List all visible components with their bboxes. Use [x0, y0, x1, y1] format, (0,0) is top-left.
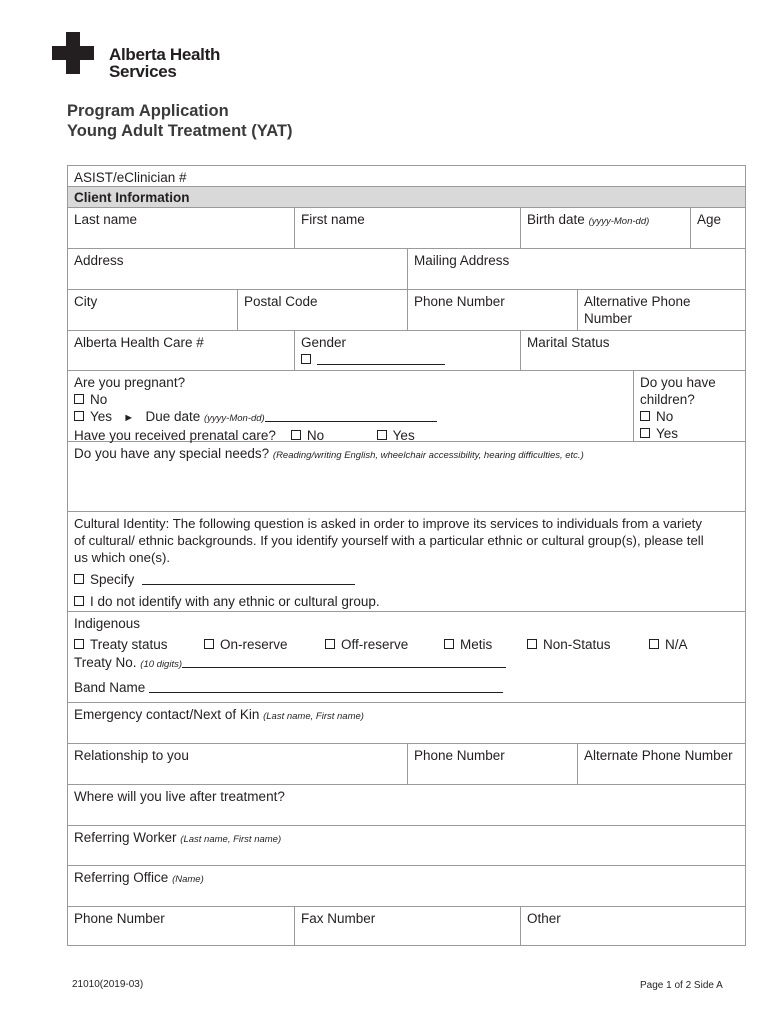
emergency-phone-field[interactable]: [407, 744, 577, 784]
specify-line[interactable]: [142, 584, 355, 585]
address-field[interactable]: [68, 249, 407, 289]
city-field[interactable]: [68, 290, 237, 330]
emergency-row[interactable]: [68, 703, 745, 744]
children-yes-checkbox[interactable]: [640, 428, 650, 438]
asist-label: ASIST/eClinician #: [74, 170, 187, 185]
due-date-format: (yyyy-Mon-dd): [204, 413, 265, 424]
children-no-label: No: [656, 409, 674, 424]
off-reserve-checkbox[interactable]: [325, 639, 335, 649]
live-after-label: Where will you live after treatment?: [74, 789, 285, 804]
first-name-field[interactable]: [294, 208, 520, 248]
ahs-logo: [52, 32, 222, 84]
treaty-no-note: (10 digits): [140, 659, 183, 670]
children-cell: [633, 371, 745, 441]
metis-checkbox[interactable]: [444, 639, 454, 649]
treaty-no-label: Treaty No.: [74, 655, 137, 670]
cultural-text-line1: Cultural Identity: The following question is asked in order to improve its services to individuals from a variety: [74, 516, 702, 531]
ahs-cross-icon: [52, 32, 102, 82]
emergency-label: Emergency contact/Next of Kin: [74, 707, 260, 722]
contact-row: [68, 907, 745, 946]
ahc-row: [68, 331, 745, 371]
pregnant-no-checkbox[interactable]: [74, 394, 84, 404]
address-row: [68, 249, 745, 290]
relationship-label: Relationship to you: [74, 748, 189, 763]
gender-checkbox[interactable]: [301, 354, 311, 364]
non-status-label: Non-Status: [543, 637, 611, 652]
na-checkbox[interactable]: [649, 639, 659, 649]
asist-row[interactable]: [68, 166, 745, 187]
children-no-checkbox[interactable]: [640, 411, 650, 421]
referring-office-note: (Name): [172, 874, 204, 885]
last-name-label: Last name: [74, 212, 138, 227]
alternate-phone-label: Alternate Phone Number: [584, 748, 733, 763]
alternate-phone-field[interactable]: [577, 744, 745, 784]
logo-line2: Services: [109, 62, 177, 81]
band-name-label: Band Name: [74, 680, 146, 695]
special-needs-question: Do you have any special needs?: [74, 446, 270, 461]
referring-office-row[interactable]: [68, 866, 745, 907]
prenatal-no-label: No: [306, 428, 325, 443]
birth-date-field[interactable]: [520, 208, 690, 248]
address-label: Address: [74, 253, 124, 268]
due-date-line[interactable]: [265, 421, 437, 422]
last-name-field[interactable]: [68, 208, 294, 248]
relationship-field[interactable]: [68, 744, 407, 784]
children-question-1: Do you have: [640, 375, 716, 390]
marital-label: Marital Status: [527, 335, 610, 350]
alt-phone-field[interactable]: [577, 290, 745, 330]
cultural-text-line3: us which one(s).: [74, 550, 171, 565]
children-question-2: children?: [640, 392, 695, 407]
pregnancy-cell: [68, 371, 633, 441]
age-field[interactable]: [690, 208, 745, 248]
pregnant-yes-label: Yes: [90, 409, 113, 424]
non-status-checkbox[interactable]: [527, 639, 537, 649]
not-identify-checkbox[interactable]: [74, 596, 84, 606]
arrow-right-icon: ►: [123, 412, 135, 424]
cultural-identity-cell: [68, 512, 745, 611]
phone-number-field[interactable]: [407, 290, 577, 330]
fax-label: Fax Number: [301, 911, 376, 926]
on-reserve-label: On-reserve: [220, 637, 288, 652]
postal-code-label: Postal Code: [244, 294, 318, 309]
gender-field: [294, 331, 520, 370]
worker-phone-field[interactable]: [68, 907, 294, 946]
pregnant-question: Are you pregnant?: [74, 375, 186, 390]
phone-number-label: Phone Number: [414, 294, 505, 309]
referring-worker-cell: [68, 826, 745, 865]
referring-worker-row[interactable]: [68, 826, 745, 866]
logo-line1: Alberta Health: [109, 45, 221, 64]
referring-worker-note: (Last name, First name): [180, 834, 282, 845]
special-needs-row[interactable]: [68, 442, 745, 512]
marital-field[interactable]: [520, 331, 745, 370]
prenatal-no-checkbox[interactable]: [291, 430, 301, 440]
treaty-status-label: Treaty status: [90, 637, 168, 652]
gender-line[interactable]: [317, 364, 445, 365]
postal-code-field[interactable]: [237, 290, 407, 330]
special-needs-note: (Reading/writing English, wheelchair accessibility, hearing difficulties, etc.): [272, 450, 584, 461]
first-name-label: First name: [301, 212, 365, 227]
age-label: Age: [697, 212, 722, 227]
prenatal-yes-checkbox[interactable]: [377, 430, 387, 440]
title-line2: Young Adult Treatment (YAT): [67, 122, 293, 140]
referring-worker-label: Referring Worker: [74, 830, 177, 845]
live-after-row[interactable]: [68, 785, 745, 826]
children-yes-label: Yes: [656, 426, 679, 441]
special-needs-cell: [68, 442, 745, 511]
emergency-phone-label: Phone Number: [414, 748, 505, 763]
ahc-label: Alberta Health Care #: [74, 335, 204, 350]
client-info-label: Client Information: [74, 190, 190, 205]
city-row: [68, 290, 745, 331]
worker-phone-label: Phone Number: [74, 911, 165, 926]
birth-date-format: (yyyy-Mon-dd): [588, 216, 650, 227]
pregnant-yes-checkbox[interactable]: [74, 411, 84, 421]
pregnant-no-label: No: [90, 392, 108, 407]
fax-field[interactable]: [294, 907, 520, 946]
not-identify-label: I do not identify with any ethnic or cultural group.: [90, 594, 380, 609]
prenatal-yes-label: Yes: [392, 428, 415, 443]
birth-date-label: Birth date: [527, 212, 585, 227]
relationship-row: [68, 744, 745, 785]
on-reserve-checkbox[interactable]: [204, 639, 214, 649]
ahc-field[interactable]: [68, 331, 294, 370]
off-reserve-label: Off-reserve: [341, 637, 409, 652]
specify-label: Specify: [90, 572, 135, 587]
indigenous-label: Indigenous: [74, 616, 141, 631]
client-info-header: [68, 187, 745, 208]
na-label: N/A: [665, 637, 688, 652]
indigenous-row: [68, 612, 745, 703]
referring-office-label: Referring Office: [74, 870, 169, 885]
emergency-cell: [68, 703, 745, 743]
city-label: City: [74, 294, 98, 309]
page-number: Page 1 of 2 Side A: [640, 980, 723, 991]
cultural-text-line2: of cultural/ ethnic backgrounds. If you identify yourself with a particular ethnic or cultural group(s), please tell: [74, 533, 704, 548]
form-code: 21010(2019-03): [72, 979, 144, 990]
indigenous-cell: [68, 612, 745, 702]
alt-phone-label: Alternative Phone Number: [584, 294, 691, 326]
application-form: [67, 165, 746, 946]
metis-label: Metis: [460, 637, 493, 652]
specify-checkbox[interactable]: [74, 574, 84, 584]
title-line1: Program Application: [67, 102, 229, 120]
due-date-label: Due date: [145, 409, 201, 424]
other-field[interactable]: [520, 907, 745, 946]
names-row: [68, 208, 745, 249]
mailing-address-label: Mailing Address: [414, 253, 510, 268]
other-label: Other: [527, 911, 561, 926]
referring-office-cell: [68, 866, 745, 906]
logo-text: [109, 46, 220, 80]
mailing-address-field[interactable]: [407, 249, 745, 289]
gender-label: Gender: [301, 335, 347, 350]
form-title: [67, 101, 293, 141]
band-name-line[interactable]: [149, 692, 503, 693]
pregnancy-row: [68, 371, 745, 442]
treaty-status-checkbox[interactable]: [74, 639, 84, 649]
prenatal-question: Have you received prenatal care?: [74, 428, 276, 443]
cultural-identity-row: [68, 512, 745, 612]
treaty-no-line[interactable]: [182, 667, 506, 668]
emergency-note: (Last name, First name): [263, 711, 364, 722]
